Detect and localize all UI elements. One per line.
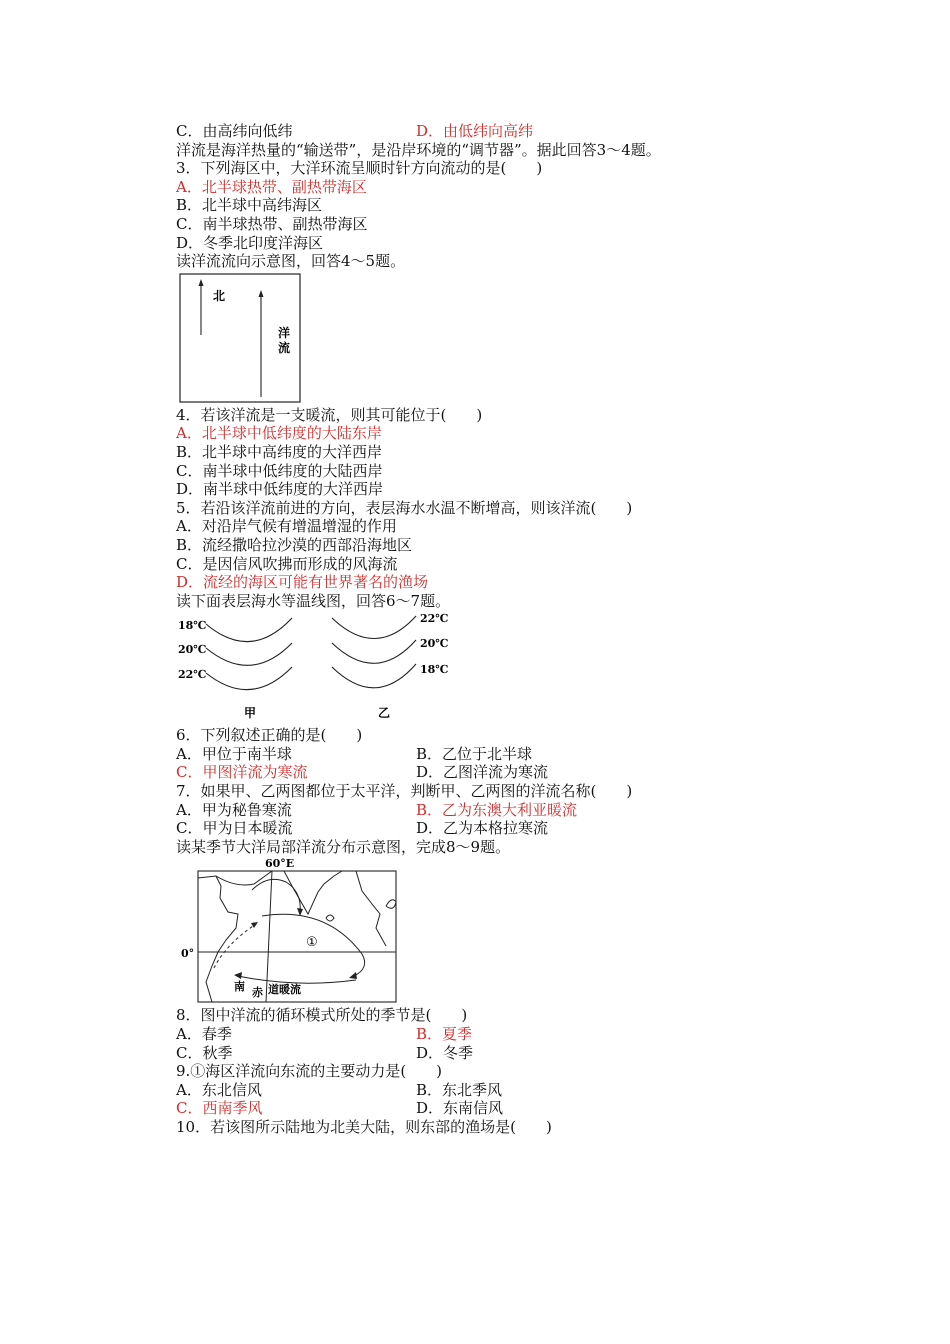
jia-isotherm-18: [206, 618, 292, 642]
yi-isotherm-18: [332, 664, 416, 688]
current-direction-diagram: [179, 273, 309, 405]
isotherm-diagram: [176, 610, 466, 724]
equator-label: 0°: [181, 947, 195, 961]
north-arrow-icon: [199, 279, 204, 286]
north-label: 北: [213, 288, 226, 303]
arabian-sea-current: [252, 880, 300, 913]
jia-label-18: 18℃: [178, 619, 207, 633]
q6-option-d: D．乙图洋流为寒流: [416, 763, 549, 782]
current-name-part-1: 南: [234, 980, 245, 994]
q7-option-d: D．乙为本格拉寒流: [416, 819, 549, 838]
yi-caption: 乙: [378, 706, 391, 721]
jia-label-20: 20℃: [178, 643, 207, 657]
intro-6-7: 读下面表层海水等温线图，回答6～7题。: [176, 591, 451, 610]
q2-option-c: C．由高纬向低纬: [176, 122, 293, 140]
q2-option-d-answer: D．由低纬向高纬: [416, 122, 534, 140]
intro-3-4: 洋流是海洋热量的“输送带”，是沿岸环境的“调节器”。据此回答3～4题。: [176, 140, 661, 159]
q5-option-d-answer: D．流经的海区可能有世界著名的渔场: [176, 573, 429, 592]
arabia-coastline: [216, 871, 272, 885]
jia-label-22: 22℃: [178, 668, 207, 682]
q4-option-c: C．南半球中低纬度的大陆西岸: [176, 461, 383, 480]
current-name-part-3: 道暖流: [268, 983, 301, 997]
figure-isotherms: [176, 610, 776, 726]
figure-ocean-currents-map: [176, 856, 776, 1006]
q7-row-2: [176, 819, 776, 838]
q8-row-2: [176, 1044, 776, 1063]
q8-option-d: D．冬季: [416, 1043, 474, 1062]
q4-option-d: D．南半球中低纬度的大洋西岸: [176, 480, 384, 499]
intro-4-5: 读洋流流向示意图，回答4～5题。: [176, 252, 406, 271]
longitude-label: 60°E: [265, 857, 295, 871]
q6-option-c-answer: C．甲图洋流为寒流: [176, 763, 308, 782]
q6-row-1: [176, 745, 776, 764]
q3-option-d: D．冬季北印度洋海区: [176, 233, 324, 252]
jia-isotherm-22: [206, 667, 292, 690]
q3-stem: 3．下列海区中，大洋环流呈顺时针方向流动的是( ): [176, 159, 543, 178]
current-arrow-icon: [259, 290, 264, 297]
island-outline: [386, 900, 396, 909]
yi-isotherm-20: [332, 640, 416, 663]
q8-stem: 8．图中洋流的循环模式所处的季节是( ): [176, 1006, 468, 1025]
q5-option-b: B．流经撒哈拉沙漠的西部沿海地区: [176, 535, 413, 554]
q7-row-1: [176, 801, 776, 820]
ocean-current-map: [176, 856, 406, 1006]
figure-current-direction: [176, 271, 776, 406]
region-marker-1: ①: [306, 935, 318, 951]
jia-caption: 甲: [244, 706, 257, 721]
q5-option-a: A．对沿岸气候有增温增湿的作用: [176, 517, 397, 536]
q9-stem: 9.①海区洋流向东流的主要动力是( ): [176, 1062, 443, 1081]
q8-option-a: A．春季: [176, 1025, 232, 1044]
q7-option-c: C．甲为日本暖流: [176, 819, 293, 838]
q6-stem: 6．下列叙述正确的是( ): [176, 726, 363, 745]
q9-option-a: A．东北信风: [176, 1080, 262, 1099]
current-label-1: 洋: [278, 325, 291, 340]
q3-option-c: C．南半球热带、副热带海区: [176, 214, 368, 233]
yi-label-18: 18℃: [420, 663, 449, 677]
current-label-2: 流: [278, 340, 291, 355]
q5-option-c: C．是因信风吹拂而形成的风海流: [176, 554, 398, 573]
q4-stem: 4．若该洋流是一支暖流，则其可能位于( ): [176, 405, 483, 424]
q4-option-b: B．北半球中高纬度的大洋西岸: [176, 442, 383, 461]
q9-option-c-answer: C．西南季风: [176, 1099, 263, 1118]
africa-coastline: [198, 876, 238, 1002]
yi-isotherm-22: [332, 616, 416, 639]
southeast-asia-coastline: [356, 871, 386, 946]
q9-option-b: B．东北季风: [416, 1080, 503, 1099]
intro-8-9: 读某季节大洋局部洋流分布示意图，完成8～9题。: [176, 837, 511, 856]
q8-option-c: C．秋季: [176, 1043, 233, 1062]
q9-row-2: [176, 1099, 776, 1118]
q7-option-b-answer: B．乙为东澳大利亚暖流: [416, 800, 578, 819]
jia-isotherm-20: [206, 643, 292, 665]
q9-option-d: D．东南信风: [416, 1099, 504, 1118]
q2-options-row: [176, 122, 776, 141]
india-coastline: [284, 871, 342, 914]
q8-option-b-answer: B．夏季: [416, 1025, 473, 1044]
sri-lanka-outline: [326, 915, 334, 921]
q10-stem: 10．若该图所示陆地为北美大陆，则东部的渔场是( ): [176, 1118, 552, 1136]
q7-stem: 7．如果甲、乙两图都位于太平洋，判断甲、乙两图的洋流名称( ): [176, 782, 633, 801]
q7-option-a: A．甲为秘鲁寒流: [176, 800, 292, 819]
q6-option-b: B．乙位于北半球: [416, 744, 533, 763]
q4-option-a-answer: A．北半球中低纬度的大陆东岸: [176, 424, 382, 443]
somali-current-dashed: [214, 924, 256, 968]
q6-row-2: [176, 763, 776, 782]
q9-row-1: [176, 1081, 776, 1100]
current-name-part-2: 赤: [252, 986, 263, 1000]
yi-label-20: 20℃: [420, 637, 449, 651]
q3-option-b: B．北半球中高纬海区: [176, 196, 323, 215]
monsoon-current-arrow-icon: [349, 972, 357, 979]
south-equatorial-arrow-icon: [234, 972, 242, 979]
q5-stem: 5．若沿该洋流前进的方向，表层海水水温不断增高，则该洋流( ): [176, 498, 633, 517]
yi-label-22: 22℃: [420, 612, 449, 626]
q8-row-1: [176, 1025, 776, 1044]
exam-page: [176, 122, 776, 1137]
q3-option-a-answer: A．北半球热带、副热带海区: [176, 177, 367, 196]
q6-option-a: A．甲位于南半球: [176, 744, 292, 763]
